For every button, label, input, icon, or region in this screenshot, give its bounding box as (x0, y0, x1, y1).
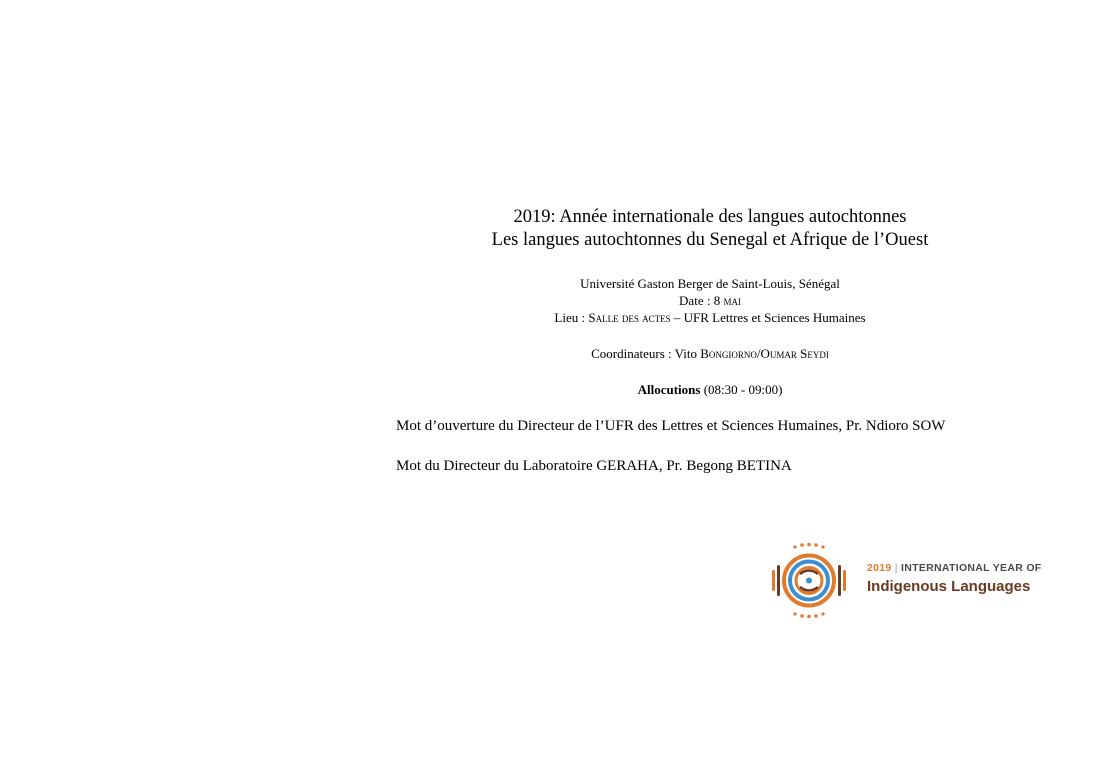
speech-item: Mot d’ouverture du Directeur de l’UFR des Lettres et Sciences Humaines, Pr. Ndioro SOW (396, 418, 946, 434)
title-line-2: Les langues autochtonnes du Senegal et Afrique de l’Ouest (491, 230, 929, 250)
title-line-1: 2019: Année internationale des langues autochtonnes (513, 207, 907, 227)
place-room: Salle des actes (588, 310, 671, 325)
iyil-logo (770, 543, 1070, 618)
coordinators-label: Coordinateurs : Vito (591, 346, 701, 361)
place-label: Lieu : (554, 310, 589, 325)
date-line (400, 292, 1020, 309)
place-line (400, 309, 1020, 326)
logo-line-1 (867, 562, 1042, 574)
logo-subtitle: INTERNATIONAL YEAR OF (901, 562, 1042, 574)
logo-separator: | (894, 562, 898, 574)
iyil-emblem-icon (770, 543, 850, 618)
session-label: Allocutions (637, 382, 701, 397)
session-line (400, 381, 1020, 398)
session-time: (08:30 - 09:00) (700, 382, 783, 397)
coordinators-names: Bongiorno/Oumar Seydi (700, 346, 829, 361)
university-line: Université Gaston Berger de Saint-Louis, Sénégal (580, 276, 840, 291)
coordinators-line (400, 345, 1020, 362)
date-label: Date : (679, 293, 714, 308)
speech-item: Mot du Directeur du Laboratoire GERAHA, Pr. Begong BETINA (396, 458, 792, 474)
logo-year: 2019 (867, 562, 892, 574)
logo-title: Indigenous Languages (867, 578, 1031, 595)
place-rest: – UFR Lettres et Sciences Humaines (670, 310, 866, 325)
date-value: 8 mai (713, 293, 741, 308)
